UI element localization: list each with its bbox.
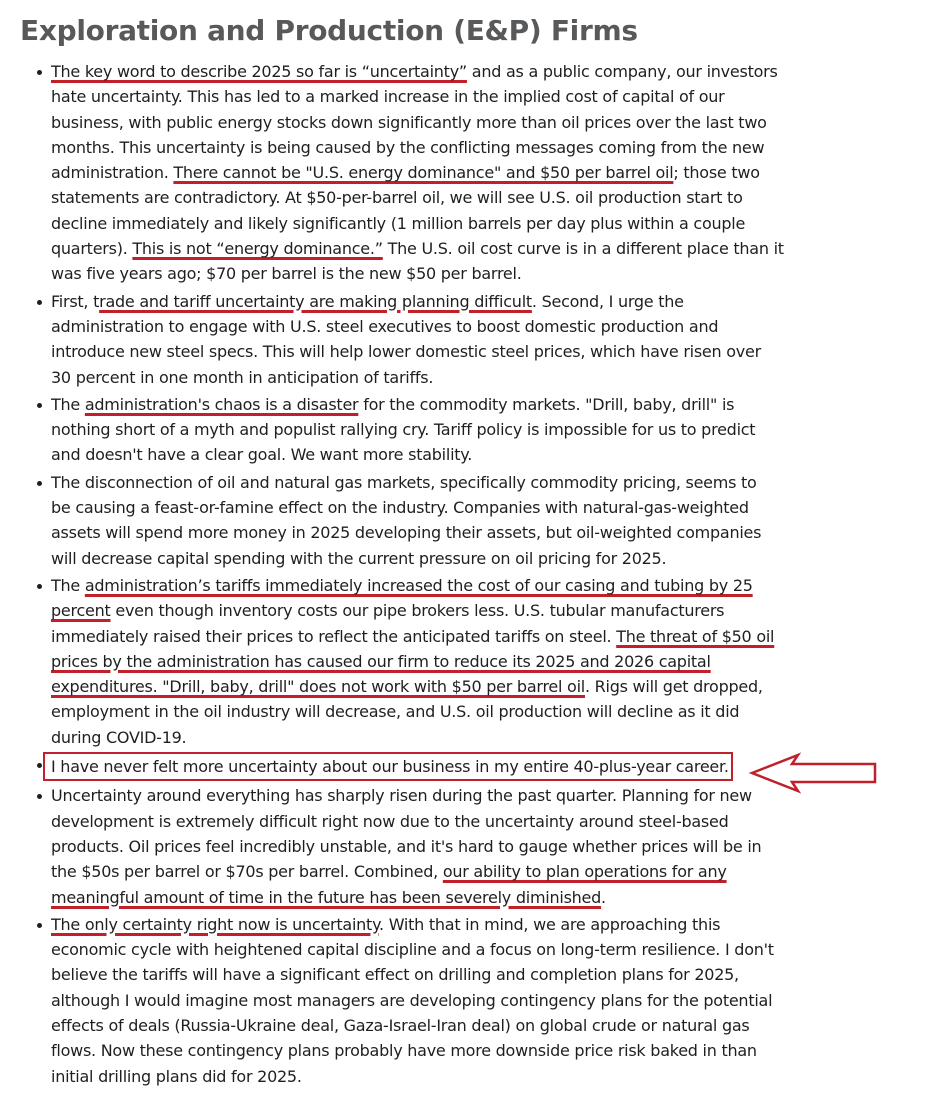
text-segment: First, t <box>51 291 100 311</box>
text-segment: 30 percent in one month in anticipation of tariffs. <box>51 367 434 387</box>
text-segment: for the commodity markets. "Drill, baby, drill" is <box>358 394 735 414</box>
survey-response-list <box>0 59 944 1091</box>
text-line <box>51 809 944 834</box>
text-line <box>51 261 944 286</box>
text-segment: . <box>601 887 606 907</box>
text-segment: initial drilling plans did for 2025. <box>51 1066 302 1086</box>
highlight-box <box>43 752 733 781</box>
text-segment: Uncertainty around everything has sharply risen during the past quarter. Planning for new <box>51 786 752 806</box>
underlined-text: There cannot be "U.S. energy dominance" and $50 per barrel oil <box>173 163 674 183</box>
text-segment: decline immediately and likely significantly (1 million barrels per day plus within a couple <box>51 213 746 233</box>
text-line <box>51 988 944 1013</box>
text-segment: assets will spend more money in 2025 developing their assets, but oil-weighted companies <box>51 523 762 543</box>
text-segment: . With that in mind, we are approaching this <box>379 914 721 934</box>
text-segment: be causing a feast-or-famine effect on the industry. Companies with natural-gas-weighted <box>51 498 749 518</box>
callout-arrow-icon <box>748 752 880 794</box>
underlined-text: percent <box>51 601 111 621</box>
text-segment: administration to engage with U.S. steel executives to boost domestic production and <box>51 316 719 336</box>
callout-arrow-shape <box>752 755 875 791</box>
text-line <box>51 937 944 962</box>
underlined-text: meaningful amount of time in the future has been severely diminished <box>51 887 602 907</box>
text-segment: was five years ago; $70 per barrel is the new $50 per barrel. <box>51 264 522 284</box>
text-segment: and doesn't have a clear goal. We want more stability. <box>51 445 473 465</box>
underlined-text: administration's chaos is a disaster <box>84 394 359 414</box>
text-segment: although I would imagine most managers are developing contingency plans for the potential <box>51 990 773 1010</box>
text-segment: effects of deals (Russia-Ukraine deal, Gaza-Israel-Iran deal) on global crude or natural gas <box>51 1015 750 1035</box>
text-segment: during COVID-19. <box>51 727 187 747</box>
text-segment: hate uncertainty. This has led to a marked increase in the implied cost of capital of our <box>51 87 725 107</box>
text-line <box>51 135 944 160</box>
list-item <box>0 59 944 287</box>
text-segment: I have never felt more uncertainty about our business in my entire 40-plus-year career. <box>51 757 729 777</box>
text-line <box>51 546 944 571</box>
text-line <box>51 470 944 495</box>
text-line <box>51 84 944 109</box>
text-line <box>51 236 944 261</box>
text-segment: and as a public company, our investors <box>466 62 778 81</box>
page-title: Exploration and Production (E&P) Firms <box>20 14 638 47</box>
underlined-text: The key word to describe 2025 so far is “uncertainty” <box>51 62 467 81</box>
text-line <box>51 859 944 884</box>
text-segment: flows. Now these contingency plans probably have more downside price risk baked in than <box>51 1041 757 1061</box>
text-line <box>51 699 944 724</box>
text-segment: ; those two <box>673 163 760 183</box>
text-line <box>51 1038 944 1063</box>
text-segment: will decrease capital spending with the current pressure on oil pricing for 2025. <box>51 548 667 568</box>
text-line <box>51 495 944 520</box>
text-line <box>51 185 944 210</box>
text-segment: business, with public energy stocks down significantly more than oil prices over the last two <box>51 112 767 132</box>
text-line <box>51 289 944 314</box>
text-segment: . Rigs will get dropped, <box>584 677 763 697</box>
text-segment: development is extremely difficult right now due to the uncertainty around steel-based <box>51 811 729 831</box>
list-item <box>0 912 944 1089</box>
text-segment: products. Oil prices feel incredibly unstable, and it's hard to gauge whether prices will be in <box>51 836 762 856</box>
text-line <box>51 624 944 649</box>
text-segment: believe the tariffs will have a significant effect on drilling and completion plans for 2025, <box>51 965 739 985</box>
text-line <box>51 912 944 937</box>
list-item <box>0 289 944 390</box>
text-segment: the $50s per barrel or $70s per barrel. Combined, <box>51 862 443 882</box>
text-line <box>51 598 944 623</box>
text-segment: quarters). <box>51 239 133 259</box>
text-segment: months. This uncertainty is being caused by the conflicting messages coming from the new <box>51 137 765 157</box>
text-line <box>51 520 944 545</box>
text-line <box>51 573 944 598</box>
text-segment: introduce new steel specs. This will help lower domestic steel prices, which have risen over <box>51 342 761 362</box>
text-segment: . Second, I urge the <box>531 291 684 311</box>
text-segment: economic cycle with heightened capital discipline and a focus on long-term resilience. I don't <box>51 940 774 960</box>
underlined-text: administration’s tariffs immediately increased the cost of our casing and tubing by 25 <box>84 575 753 595</box>
text-line <box>51 1064 944 1089</box>
text-line <box>51 110 944 135</box>
text-line <box>51 1013 944 1038</box>
text-line <box>51 339 944 364</box>
list-item <box>0 392 944 468</box>
text-line <box>51 59 944 84</box>
text-line <box>51 834 944 859</box>
text-segment: The <box>51 575 85 595</box>
underlined-text: This is not “energy dominance.” <box>132 239 383 259</box>
text-segment: The disconnection of oil and natural gas markets, specifically commodity pricing, seems to <box>51 472 757 492</box>
text-line <box>51 754 729 779</box>
text-line <box>51 211 944 236</box>
text-line <box>51 674 944 699</box>
underlined-text: prices by the administration has caused our firm to reduce its 2025 and 2026 capital <box>51 651 711 671</box>
text-line <box>51 442 944 467</box>
text-line <box>51 160 944 185</box>
text-line <box>51 417 944 442</box>
text-line <box>51 885 944 910</box>
text-segment: even though inventory costs our pipe brokers less. U.S. tubular manufacturers <box>110 601 725 621</box>
text-segment: statements are contradictory. At $50-per-barrel oil, we will see U.S. oil production start to <box>51 188 743 208</box>
text-segment: nothing short of a myth and populist rallying cry. Tariff policy is impossible for us to predict <box>51 420 756 440</box>
text-line <box>51 725 944 750</box>
underlined-text: our ability to plan operations for any <box>442 862 727 882</box>
text-segment: The U.S. oil cost curve is in a different place than it <box>382 239 784 259</box>
list-item <box>0 573 944 750</box>
text-line <box>51 365 944 390</box>
underlined-text: The only certainty right now is uncertainty <box>51 914 380 934</box>
text-line <box>51 314 944 339</box>
text-segment: employment in the oil industry will decrease, and U.S. oil production will decline as it did <box>51 702 740 722</box>
underlined-text: The threat of $50 oil <box>616 626 775 646</box>
underlined-text: expenditures. "Drill, baby, drill" does not work with $50 per barrel oil <box>51 677 585 697</box>
text-line <box>51 649 944 674</box>
text-segment: immediately raised their prices to reflect the anticipated tariffs on steel. <box>51 626 617 646</box>
text-line <box>51 392 944 417</box>
list-item <box>0 783 944 909</box>
text-line <box>51 962 944 987</box>
list-item <box>0 470 944 571</box>
underlined-text: rade and tariff uncertainty are making planning difficult <box>99 291 532 311</box>
text-segment: The <box>51 394 85 414</box>
text-segment: administration. <box>51 163 174 183</box>
